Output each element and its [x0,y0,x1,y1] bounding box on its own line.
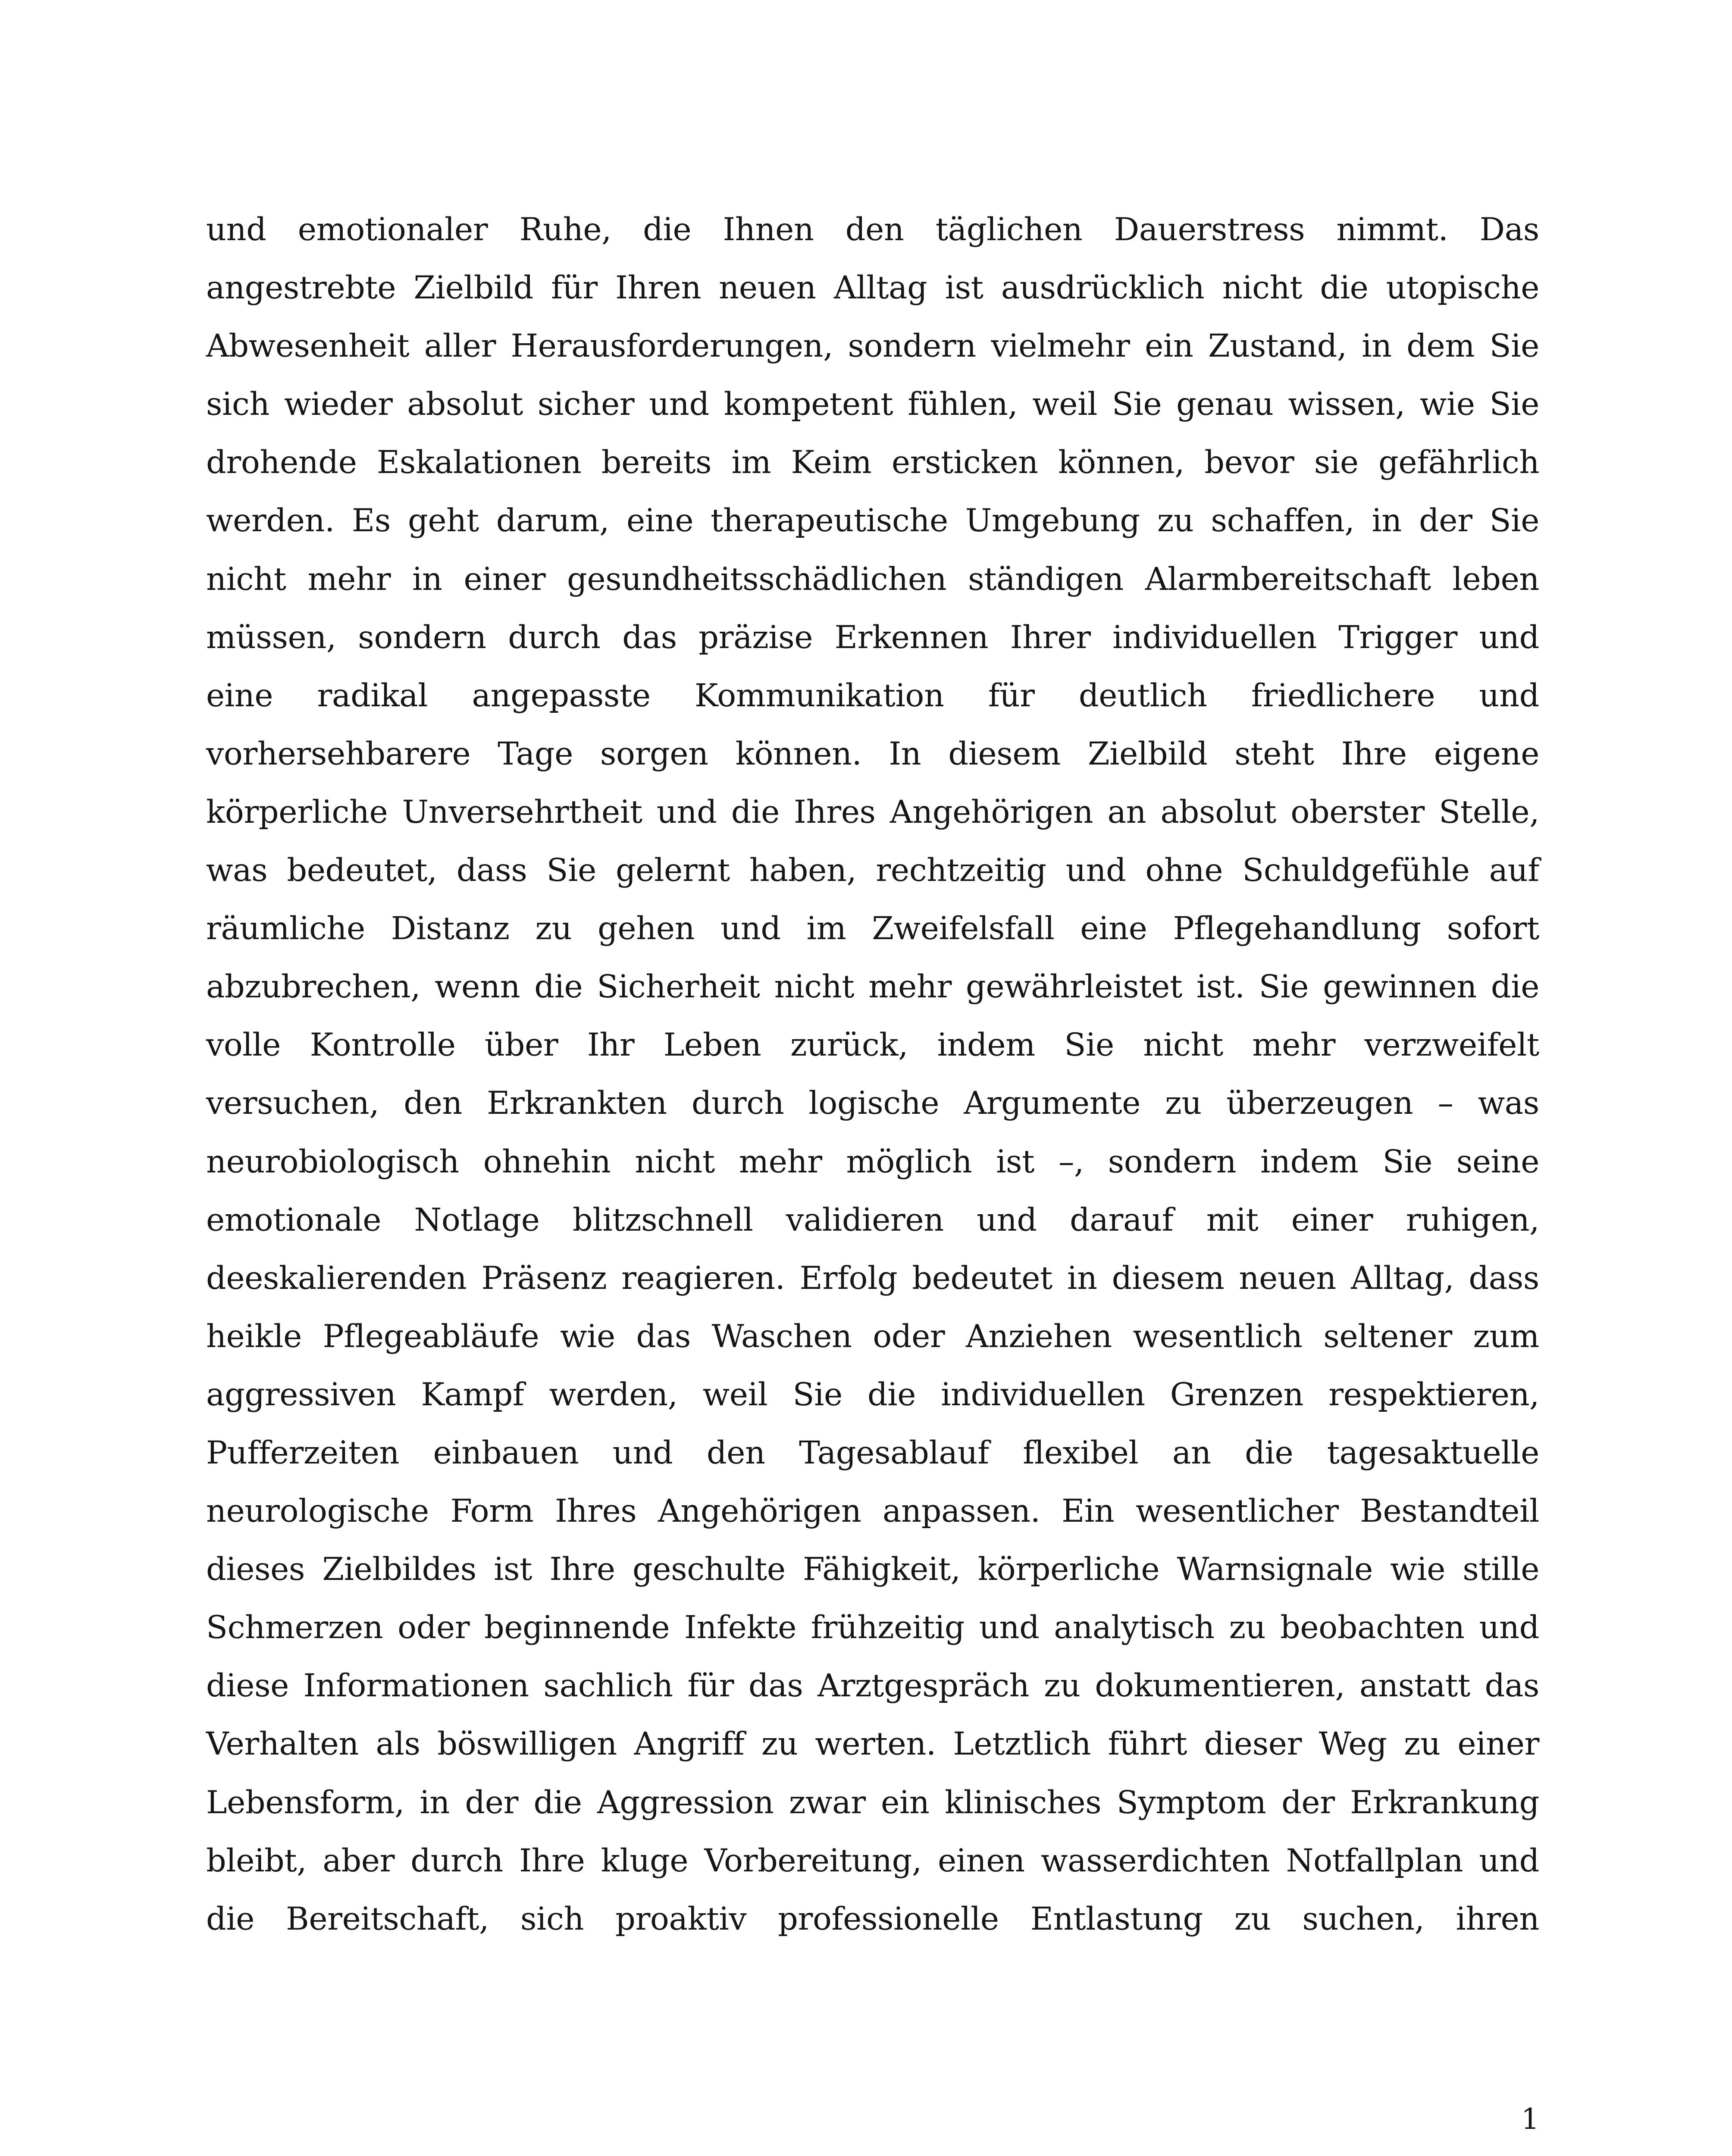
text-line: vorhersehbarere Tage sorgen können. In diesem Zielbild steht Ihre eigene [206,735,1539,772]
text-line: Abwesenheit aller Herausforderungen, sondern vielmehr ein Zustand, in dem Sie [206,328,1539,365]
text-line: dieses Zielbildes ist Ihre geschulte Fähigkeit, körperliche Warnsignale wie stille [206,1551,1539,1588]
text-line: was bedeutet, dass Sie gelernt haben, rechtzeitig und ohne Schuldgefühle auf [206,852,1539,889]
text-line: sich wieder absolut sicher und kompetent fühlen, weil Sie genau wissen, wie Sie [206,386,1539,423]
text-line: drohende Eskalationen bereits im Keim ersticken können, bevor sie gefährlich [206,444,1539,481]
text-line: aggressiven Kampf werden, weil Sie die individuellen Grenzen respektieren, [206,1376,1539,1413]
text-line: Verhalten als böswilligen Angriff zu werten. Letztlich führt dieser Weg zu einer [206,1726,1539,1763]
text-line: müssen, sondern durch das präzise Erkennen Ihrer individuellen Trigger und [206,619,1539,656]
text-line: deeskalierenden Präsenz reagieren. Erfolg bedeutet in diesem neuen Alltag, dass [206,1260,1539,1297]
text-line: eine radikal angepasste Kommunikation für deutlich friedlichere und [206,677,1539,714]
text-line: versuchen, den Erkrankten durch logische Argumente zu überzeugen – was [206,1085,1539,1122]
text-line: heikle Pflegeabläufe wie das Waschen oder Anziehen wesentlich seltener zum [206,1318,1539,1355]
text-line: nicht mehr in einer gesundheitsschädlichen ständigen Alarmbereitschaft leben [206,561,1539,598]
text-line: bleibt, aber durch Ihre kluge Vorbereitung, einen wasserdichten Notfallplan und [206,1842,1539,1879]
text-line: diese Informationen sachlich für das Arztgespräch zu dokumentieren, anstatt das [206,1667,1539,1705]
text-line: körperliche Unversehrtheit und die Ihres Angehörigen an absolut oberster Stelle, [206,793,1539,830]
text-line: abzubrechen, wenn die Sicherheit nicht mehr gewährleistet ist. Sie gewinnen die [206,968,1539,1006]
text-line: emotionale Notlage blitzschnell validieren und darauf mit einer ruhigen, [206,1201,1539,1238]
text-line: die Bereitschaft, sich proaktiv professionelle Entlastung zu suchen, ihren [206,1900,1539,1937]
body-paragraph [206,201,1539,1948]
text-line: Schmerzen oder beginnende Infekte frühzeitig und analytisch zu beobachten und [206,1609,1539,1646]
text-line: räumliche Distanz zu gehen und im Zweifelsfall eine Pflegehandlung sofort [206,910,1539,947]
text-line: volle Kontrolle über Ihr Leben zurück, indem Sie nicht mehr verzweifelt [206,1027,1539,1064]
text-line: neurobiologisch ohnehin nicht mehr möglich ist –, sondern indem Sie seine [206,1143,1539,1180]
text-line: werden. Es geht darum, eine therapeutische Umgebung zu schaffen, in der Sie [206,502,1539,539]
text-line: Pufferzeiten einbauen und den Tagesablauf flexibel an die tagesaktuelle [206,1434,1539,1471]
text-line: neurologische Form Ihres Angehörigen anpassen. Ein wesentlicher Bestandteil [206,1493,1539,1530]
text-line: angestrebte Zielbild für Ihren neuen Alltag ist ausdrücklich nicht die utopische [206,270,1539,307]
page-number: 1 [1521,2103,1539,2136]
text-line: Lebensform, in der die Aggression zwar ein klinisches Symptom der Erkrankung [206,1784,1539,1821]
text-line: und emotionaler Ruhe, die Ihnen den täglichen Dauerstress nimmt. Das [206,211,1539,248]
